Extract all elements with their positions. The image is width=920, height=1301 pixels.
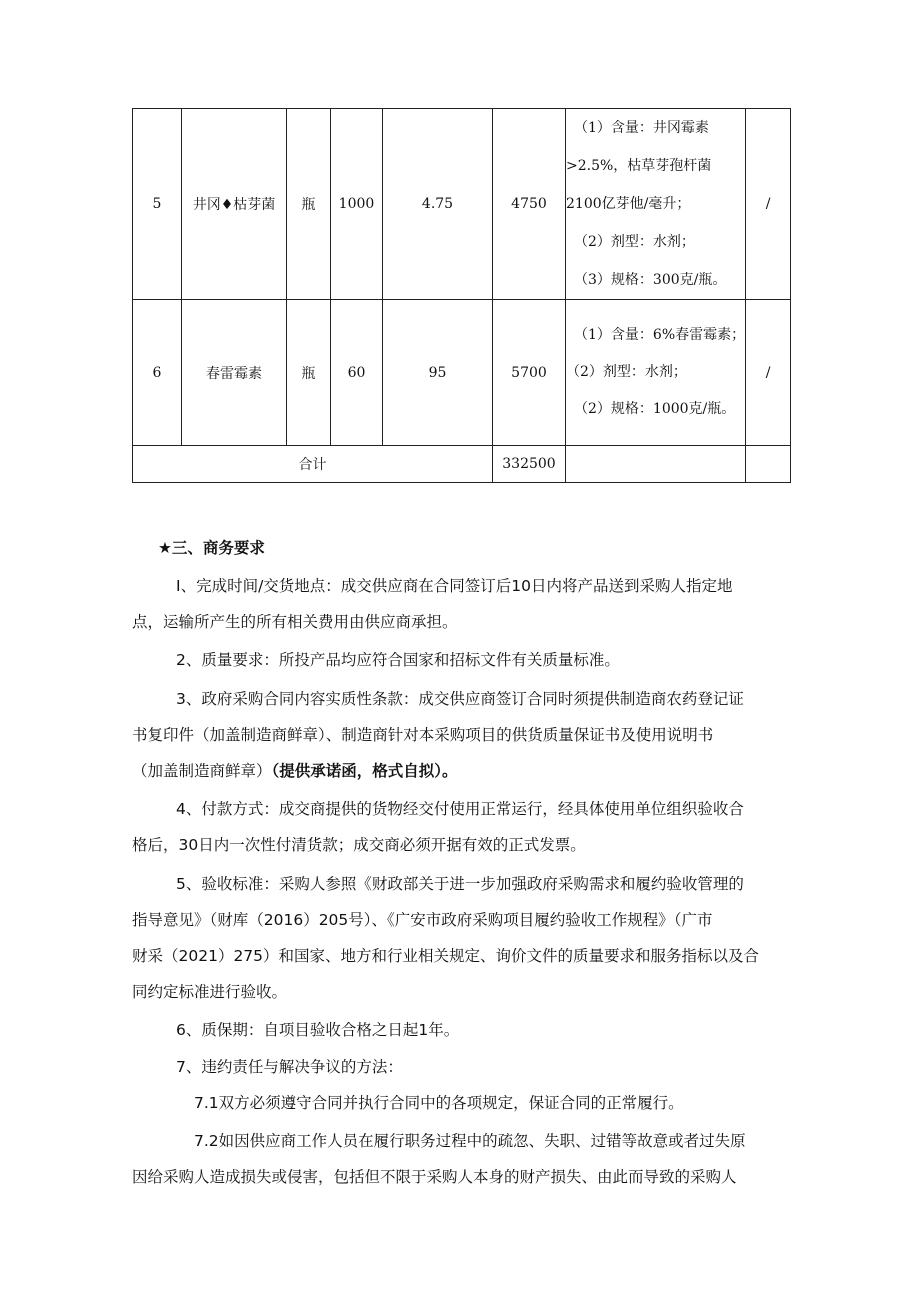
spec-line: （3）规格：300克/瓶。	[574, 272, 727, 288]
paragraph-line: 格后，30日内一次性付清货款；成交商必须开据有效的正式发票。	[132, 836, 586, 854]
unit-price: 95	[383, 300, 493, 446]
sum-total: 332500	[493, 446, 566, 483]
quantity: 1000	[331, 109, 383, 300]
unit: 瓶	[287, 300, 331, 446]
note: /	[746, 300, 791, 446]
unit-price: 4.75	[383, 109, 493, 300]
product-name: 春雷霉素	[182, 300, 287, 446]
commitment-note: （提供承诺函，格式自拟）。	[271, 762, 458, 780]
spec-line: >2.5%，枯草芽孢杆菌	[566, 158, 712, 174]
product-name: 井冈♦枯芽菌	[182, 109, 287, 300]
paragraph-line: 2、质量要求：所投产品均应符合国家和招标文件有关质量标准。	[176, 651, 620, 669]
spec-line: （2）规格：1000克/瓶。	[574, 401, 736, 417]
sum-label: 合计	[133, 446, 493, 483]
line-total: 5700	[493, 300, 566, 446]
paragraph-line: 同约定标准进行验收。	[132, 983, 288, 1001]
quantity: 60	[331, 300, 383, 446]
paragraph-line: 7.2如因供应商工作人员在履行职务过程中的疏忽、失职、过错等故意或者过失原	[194, 1132, 746, 1150]
empty-cell	[746, 446, 791, 483]
table-sum-row	[133, 446, 791, 483]
section-title: ★三、商务要求	[158, 539, 265, 557]
spec-line: 2100亿芽他/毫升；	[566, 196, 691, 212]
paragraph-line: 点，运输所产生的所有相关费用由供应商承担。	[132, 613, 458, 631]
paragraph-line: 3、政府采购合同内容实质性条款：成交供应商签订合同时须提供制造商农药登记证	[176, 690, 744, 708]
paragraph-line	[132, 753, 792, 789]
unit: 瓶	[287, 109, 331, 300]
paragraph-line: 5、验收标准：采购人参照《财政部关于进一步加强政府采购需求和履约验收管理的	[176, 875, 744, 893]
paragraph-line: 指导意见》（财库（2016）205号）、《广安市政府采购项目履约验收工作规程》（广市	[132, 911, 713, 929]
paragraph-line: 财采（2021）275）和国家、地方和行业相关规定、询价文件的质量要求和服务指标以及合	[132, 947, 760, 965]
line-total: 4750	[493, 109, 566, 300]
note: /	[746, 109, 791, 300]
paragraph-line: 书复印件（加盖制造商鲜章）、制造商针对本采购项目的供货质量保证书及使用说明书	[132, 726, 714, 744]
paragraph-line: 7、违约责任与解决争议的方法：	[176, 1058, 403, 1076]
paragraph-line: 6、质保期：自项目验收合格之日起1年。	[176, 1021, 460, 1039]
spec-line: （1）含量：井冈霉素	[574, 120, 709, 136]
spec-line: （2）剂型：水剂；	[574, 234, 695, 250]
table-row	[133, 109, 791, 300]
row-number: 6	[133, 300, 182, 446]
paragraph-line: I、完成时间/交货地点：成交供应商在合同签订后10日内将产品送到采购人指定地	[176, 577, 733, 595]
empty-cell	[566, 446, 746, 483]
spec-cell	[566, 300, 746, 446]
spec-line: （2）剂型：水剂；	[566, 364, 687, 380]
row-number: 5	[133, 109, 182, 300]
paragraph-text: （加盖制造商鲜章）	[132, 762, 272, 780]
spec-cell	[566, 109, 746, 300]
product-table	[132, 108, 791, 483]
paragraph-line: 7.1双方必须遵守合同并执行合同中的各项规定，保证合同的正常履行。	[194, 1094, 684, 1112]
table-row	[133, 300, 791, 446]
spec-line: （1）含量：6%春雷霉素；	[574, 327, 746, 343]
paragraph-line: 4、付款方式：成交商提供的货物经交付使用正常运行，经具体使用单位组织验收合	[176, 800, 744, 818]
paragraph-line: 因给采购人造成损失或侵害，包括但不限于采购人本身的财产损失、由此而导致的采购人	[132, 1168, 737, 1186]
